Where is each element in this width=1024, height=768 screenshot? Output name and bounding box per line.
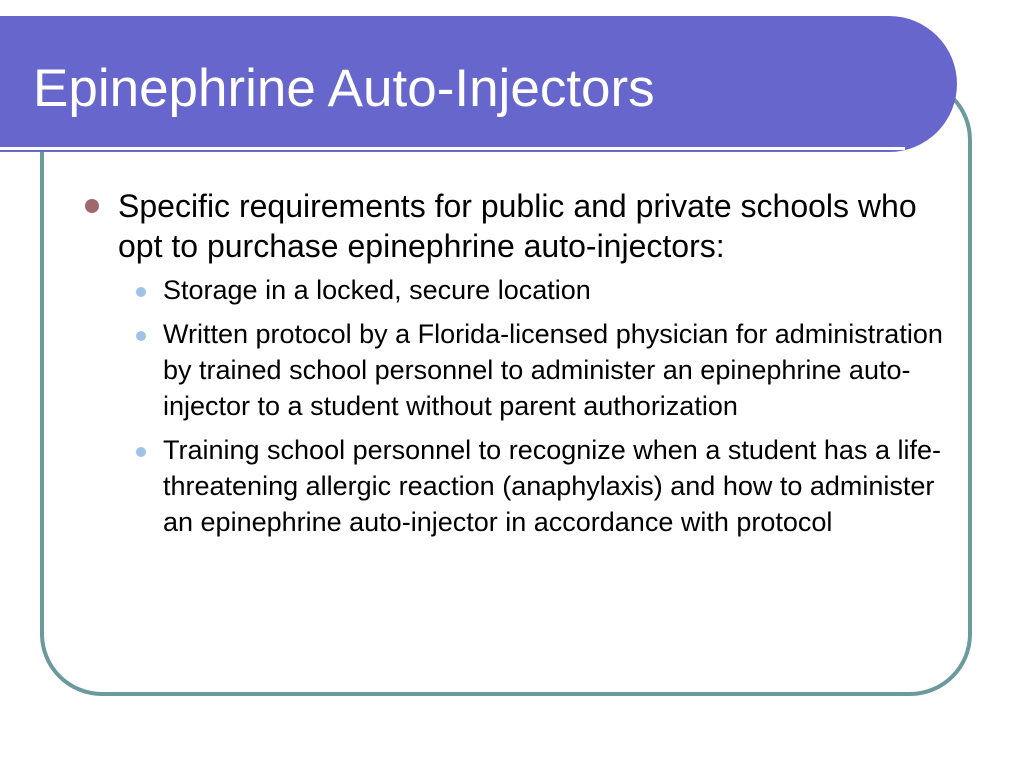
bullet-text: Specific requirements for public and private schools who opt to purchase epinephrine auto-injectors:	[118, 188, 917, 264]
sub-bullet-dot-icon	[136, 447, 146, 457]
bullet-item	[82, 186, 962, 540]
sub-bullet-dot-icon	[136, 331, 146, 341]
sub-bullet-item	[118, 432, 953, 540]
sub-bullet-text: Written protocol by a Florida-licensed physician for administration by trained school personnel to administer an epinephrine auto-injector to a student without parent authorization	[163, 319, 943, 421]
title-underline	[0, 147, 905, 150]
bullet-dot-icon	[85, 199, 99, 213]
bullet-list	[82, 186, 962, 548]
slide-title: Epinephrine Auto-Injectors	[33, 59, 655, 118]
sub-bullet-dot-icon	[136, 287, 146, 297]
sub-bullet-text: Storage in a locked, secure location	[163, 275, 591, 305]
sub-bullet-list	[118, 272, 962, 540]
sub-bullet-item	[118, 272, 953, 308]
sub-bullet-item	[118, 316, 953, 424]
title-bar	[0, 16, 957, 152]
sub-bullet-text: Training school personnel to recognize when a student has a life-threatening allergic reaction (anaphylaxis) and how to administer an epinephrine auto-injector in accordance with protocol	[163, 435, 941, 537]
